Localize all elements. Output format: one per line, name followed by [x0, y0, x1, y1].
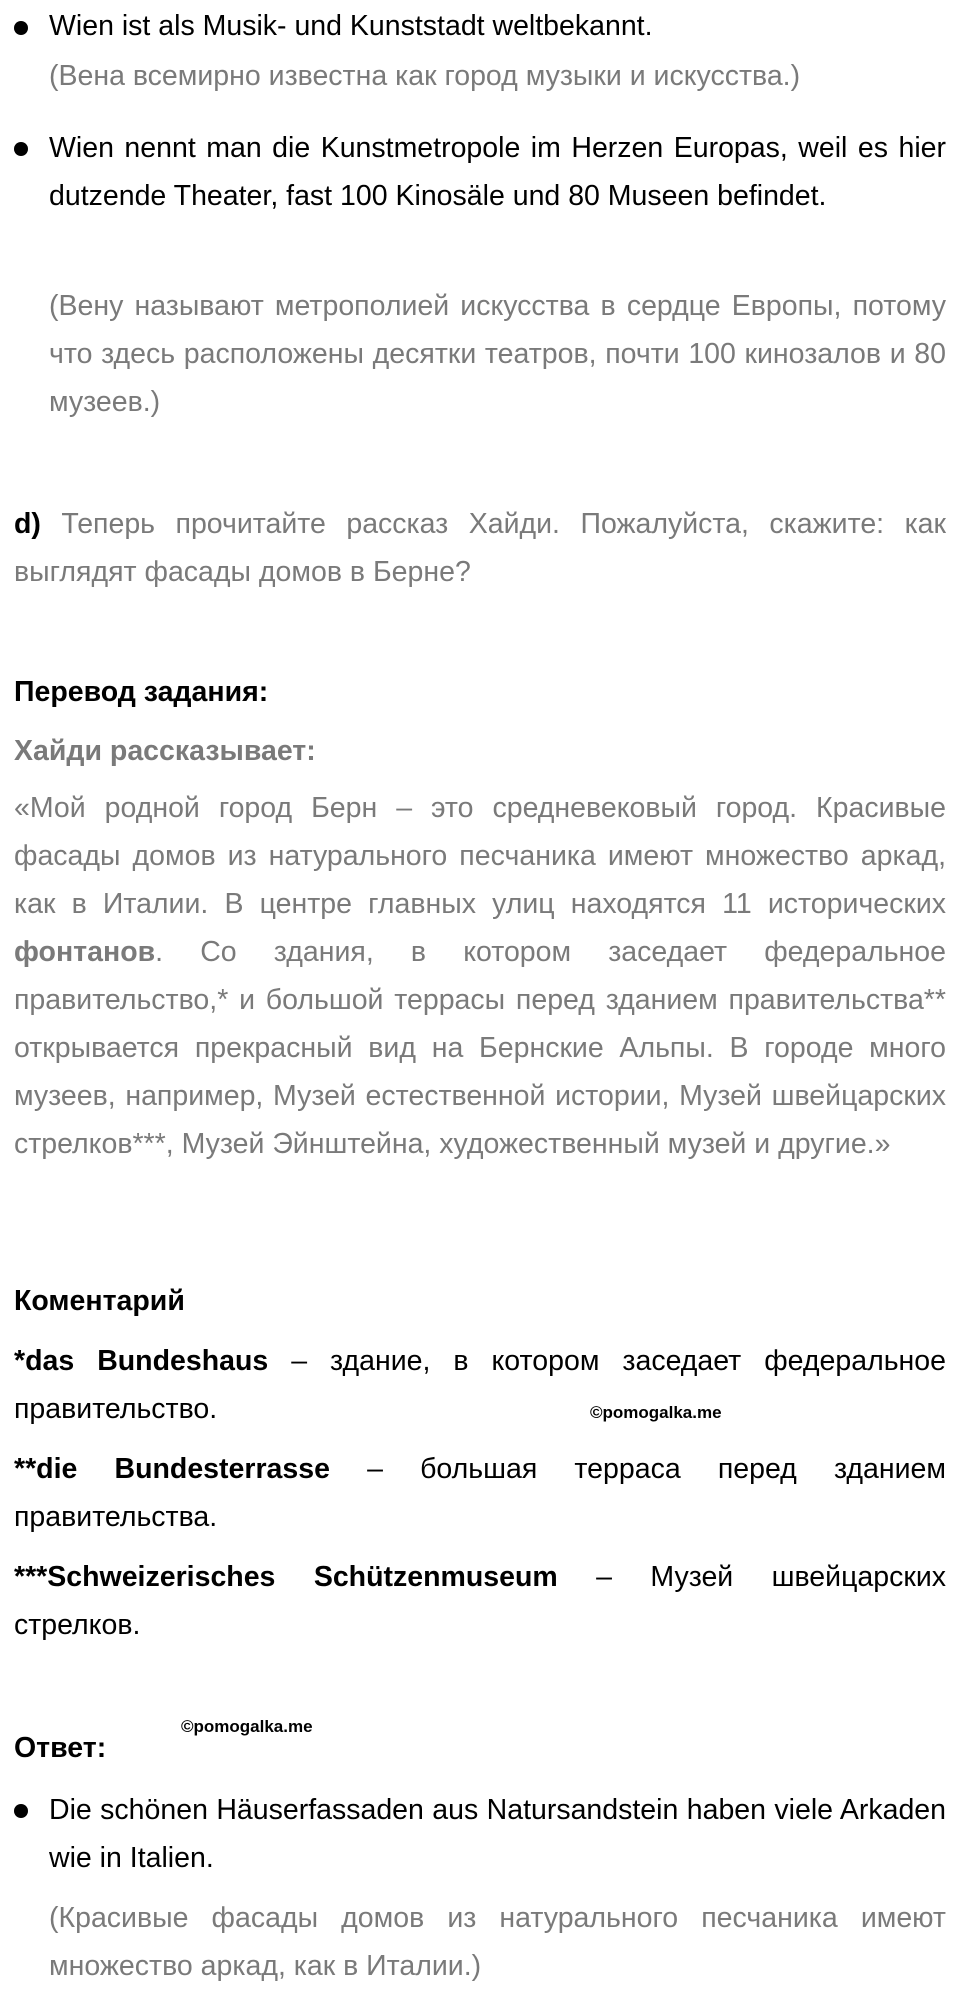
- comment-item: [14, 1337, 946, 1433]
- comment-text: – Музей швейцарских стрелков.: [14, 1561, 946, 1641]
- answer-heading: Ответ:: [14, 1732, 107, 1764]
- bullet1-russian-translation: (Вена всемирно известна как город музыки и искусства.): [49, 60, 801, 92]
- comment-term: ***Schweizerisches Schützenmuseum: [14, 1561, 558, 1593]
- task-d-text: Теперь прочитайте рассказ Хайди. Пожалуйста, скажите: как выглядят фасады домов в Берне?: [14, 508, 946, 588]
- heidi-heading: Хайди рассказывает:: [14, 735, 316, 767]
- story-bold-word: фонтанов: [14, 936, 156, 968]
- bullet1-german-text: Wien ist als Musik- und Kunststadt weltbekannt.: [49, 10, 653, 42]
- comment-heading: Коментарий: [14, 1285, 185, 1317]
- story-paragraph: [14, 784, 946, 1168]
- story-part1: «Мой родной город Берн – это средневековый город. Красивые фасады домов из натурального песчаника имеют множество аркад, как в Италии. В центре главных улиц находятся 11 исторических: [14, 792, 946, 920]
- bullet-dot: [14, 21, 28, 35]
- watermark: ©pomogalka.me: [181, 1717, 313, 1736]
- answer-german-text: Die schönen Häuserfassaden aus Natursandstein haben viele Arkaden wie in Italien.: [49, 1794, 946, 1874]
- task-d-letter: d): [14, 508, 41, 540]
- bullet2-russian-translation: (Вену называют метрополией искусства в сердце Европы, потому что здесь расположены десятки театров, почти 100 кинозалов и 80 музеев.): [49, 290, 946, 418]
- bullet2-german-text: Wien nennt man die Kunstmetropole im Herzen Europas, weil es hier dutzende Theater, fast 100 Kinosäle und 80 Museen befindet.: [49, 132, 946, 212]
- translation-heading: Перевод задания:: [14, 676, 269, 708]
- bullet-dot: [14, 142, 28, 156]
- comment-text: – большая терраса перед зданием правительства.: [14, 1453, 946, 1533]
- watermark: ©pomogalka.me: [590, 1403, 722, 1422]
- comment-item: [14, 1445, 946, 1541]
- comment-term: **die Bundesterrasse: [14, 1453, 330, 1485]
- comment-term: *das Bundeshaus: [14, 1345, 269, 1377]
- task-d-paragraph: [14, 500, 946, 596]
- bullet-dot: [14, 1804, 28, 1818]
- comment-text: – здание, в котором заседает федеральное правительство.: [14, 1345, 946, 1425]
- answer-russian-translation: (Красивые фасады домов из натурального песчаника имеют множество аркад, как в Италии.): [49, 1902, 946, 1982]
- story-part2: . Со здания, в котором заседает федеральное правительство,* и большой террасы перед зданием правительства** открывается прекрасный вид на Бернские Альпы. В городе много музеев, например, Музей естественной истории, Музей швейцарских стрелков***, Музей Эйнштейна, художественный музей и другие.»: [14, 936, 946, 1160]
- comment-item: [14, 1553, 946, 1649]
